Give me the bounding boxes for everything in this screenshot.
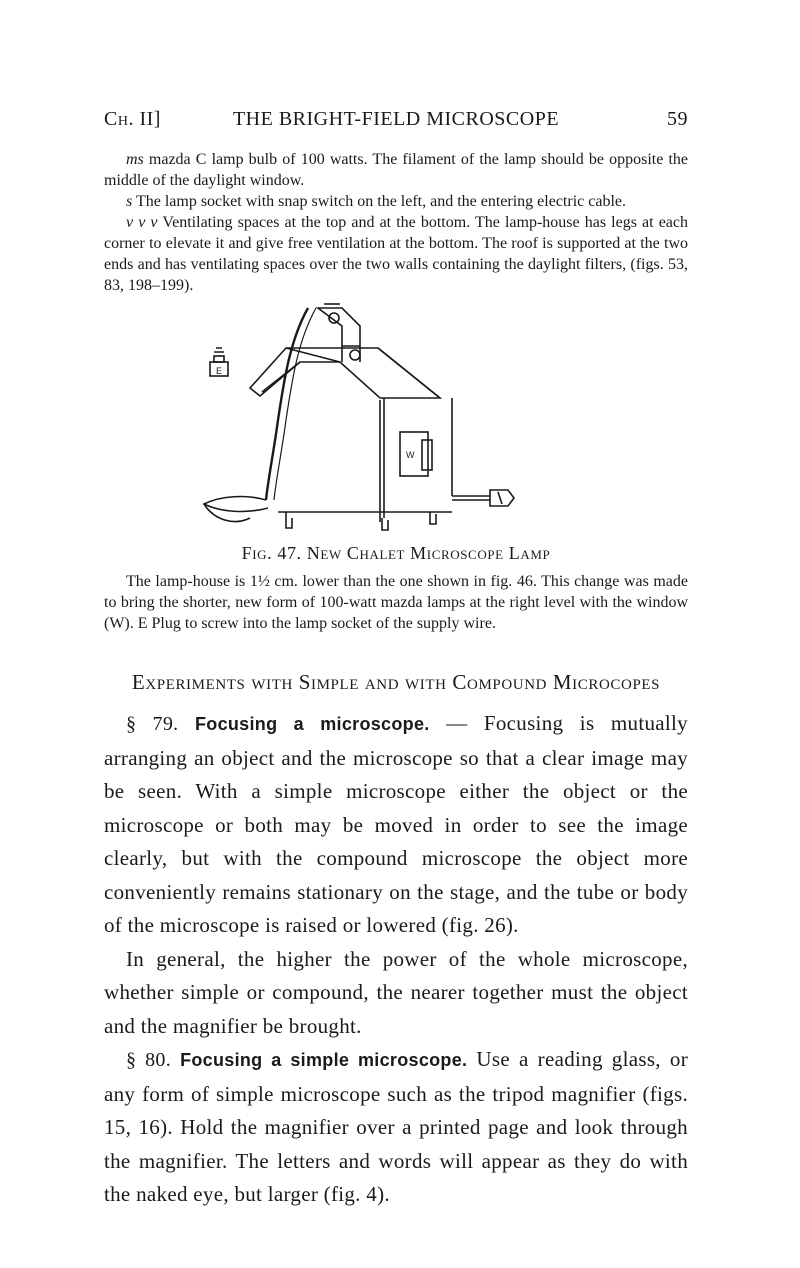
figure-caption-text: Fig. 47. New Chalet Microscope Lamp [241, 543, 551, 563]
figure-note [104, 571, 688, 634]
section-heading: Experiments with Simple and with Compound Microcopes [131, 670, 661, 694]
legend-text: Ventilating spaces at the top and at the bottom. The lamp-house has legs at each corner to elevate it and give free ventilation at the bottom. The roof is supported at the two ends and has ventilating spaces over the two walls containing the daylight filters, (figs. 53, 83, 198–199). [104, 214, 688, 294]
paragraph [104, 707, 688, 943]
figure-legend [104, 149, 688, 296]
legend-key: s [126, 193, 133, 210]
figure-caption [104, 543, 688, 564]
chalet-lamp-drawing [190, 300, 610, 538]
section-number: § 79. [126, 713, 179, 735]
paragraph: In general, the higher the power of the whole microscope, whether simple or compound, the nearer together must the object and the magnifier be brought. [104, 946, 688, 1038]
legend-item [104, 191, 688, 212]
legend-key: v v v [126, 214, 158, 231]
legend-item [104, 212, 688, 296]
figure-note-text: The lamp-house is 1½ cm. lower than the one shown in fig. 46. This change was made to bring the shorter, new form of 100-watt mazda lamps at the right level with the window (W). E Plug to screw into the lamp socket of the supply wire. [104, 573, 688, 632]
paragraph-text: — Focusing is mutually arranging an object and the microscope so that a clear image may be seen. With a simple microscope either the object or the microscope or both may be moved in order to see the image clearly, but with the compound microscope the object more conveniently remains stationary on the stage, and the tube or body of the microscope is raised or lowered (fig. 26). [104, 711, 688, 937]
paragraph [104, 1043, 688, 1212]
legend-key: ms [126, 151, 144, 168]
section-title: Focusing a microscope. [194, 714, 430, 734]
lamp-illustration [190, 300, 610, 538]
running-header [104, 108, 688, 138]
chapter-label: Ch. II] [104, 108, 161, 130]
page-number: 59 [667, 108, 688, 130]
legend-item [104, 149, 688, 191]
paragraph-text: Use a reading glass, or any form of simple microscope such as the tripod magnifier (figs. 15, 16). Hold the magnifier over a printed page and look through the magnifier. The letters and words will appear as they do with the naked eye, but larger (fig. 4). [104, 1047, 688, 1206]
section-number: § 80. [126, 1049, 171, 1071]
section-title: Focusing a simple microscope. [180, 1050, 468, 1070]
legend-text: The lamp socket with snap switch on the left, and the entering electric cable. [135, 193, 626, 210]
running-title: THE BRIGHT-FIELD MICROSCOPE [232, 108, 560, 130]
body-text [104, 707, 688, 1212]
plug-label: E [216, 366, 223, 376]
window-label: W [406, 450, 415, 460]
legend-text: mazda C lamp bulb of 100 watts. The filament of the lamp should be opposite the middle of the daylight window. [104, 151, 689, 189]
